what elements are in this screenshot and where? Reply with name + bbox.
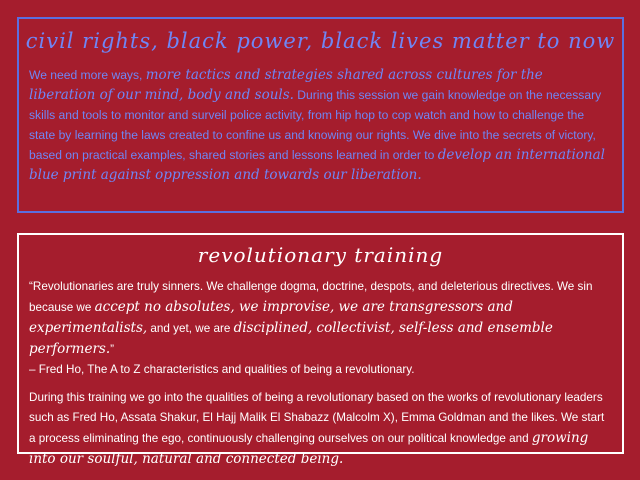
bottom-body: [29, 277, 612, 470]
quote-attribution: – Fred Ho, The A to Z characteristics and qualities of being a revolutionary.: [29, 363, 415, 376]
top-panel: [17, 17, 624, 213]
training-description: [29, 388, 612, 470]
top-emphasis-2: develop an international blue print against oppression and towards our liberation.: [29, 147, 605, 183]
bottom-title: revolutionary training: [197, 243, 444, 267]
quote-text-2: and yet, we are: [147, 322, 234, 335]
quote-emphasis-1: accept no absolutes, we improvise, we are transgressors and experimentalists,: [29, 299, 513, 336]
top-body: [29, 65, 612, 185]
quote-text-3: ”: [110, 343, 115, 356]
top-emphasis-1: more tactics and strategies shared across cultures for the liberation of our mind, body and souls.: [29, 67, 543, 103]
quote-text-1: “Revolutionaries are truly sinners. We challenge dogma, doctrine, despots, and deleterious directives. We sin because we: [29, 280, 593, 314]
bottom-panel: [17, 233, 624, 467]
top-text-1: We need more ways,: [29, 68, 143, 82]
training-emphasis-1: growing into our soulful, natural and connected being.: [29, 430, 589, 467]
top-text-2: During this session we gain knowledge on the necessary skills and tools to monitor and surveil police activity, from hip hop to cop watch and how to challenge the state by learning the laws created to confine us and knowing our rights. We dive into the secrets of victory, based on practical examples, shared stories and lessons learned in order to: [29, 88, 602, 162]
training-text-1: During this training we go into the qualities of being a revolutionary based on the works of revolutionary leaders such as Fred Ho, Assata Shakur, El Hajj Malik El Shabazz (Malcolm X), Emma Goldman and the likes. We start a process eliminating the ego, continuously challenging ourselves on our political knowledge and: [29, 391, 605, 445]
top-title: civil rights, black power, black lives matter to now: [25, 29, 616, 53]
quote-emphasis-2: disciplined, collectivist, self-less and ensemble performers.: [29, 320, 553, 357]
